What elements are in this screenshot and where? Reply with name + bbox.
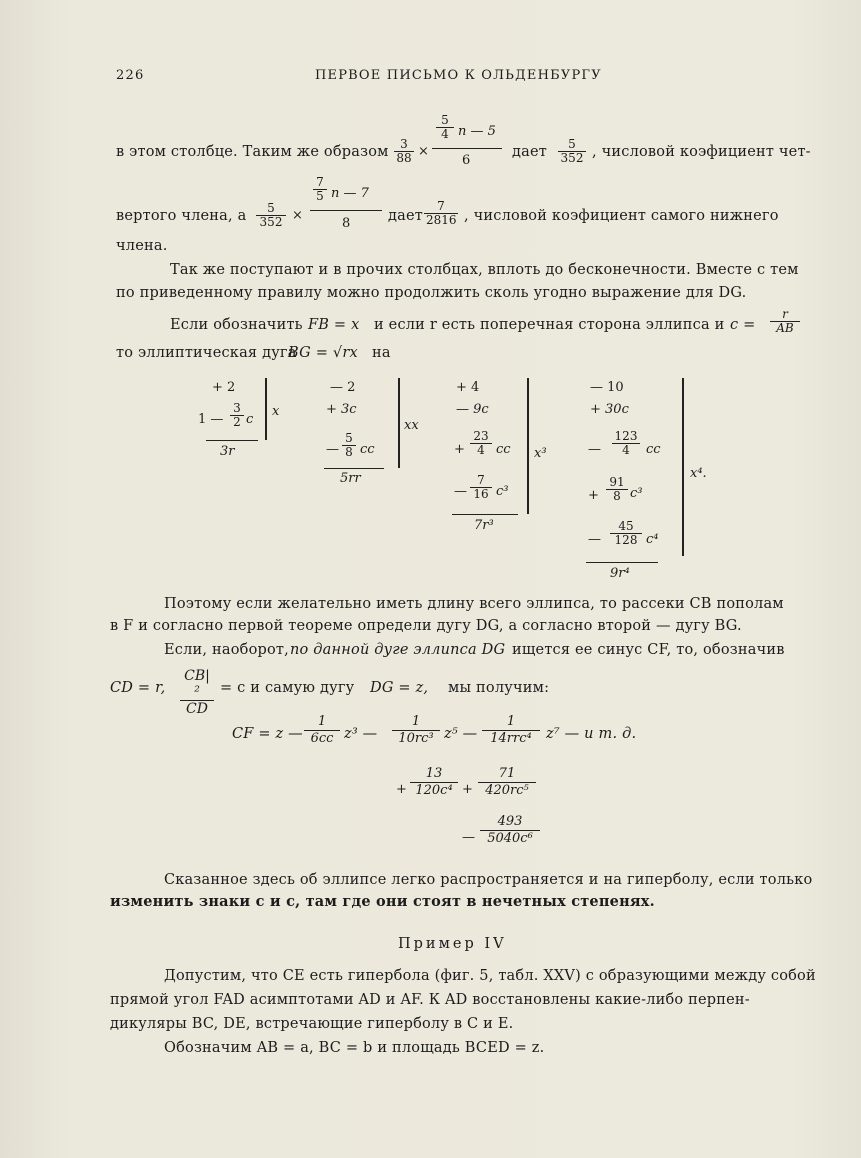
c1-r3: 3r: [220, 444, 235, 459]
c2-r4: 5rr: [340, 471, 361, 486]
c1-r1: + 2: [212, 380, 236, 395]
plus-1: +: [396, 782, 407, 797]
line3-text: члена.: [116, 238, 168, 254]
def-c: c =: [730, 317, 756, 333]
eq2-denominator: 8: [342, 216, 351, 231]
eq3-dg: DG = z,: [370, 680, 429, 696]
c1-x: x: [272, 404, 280, 419]
c2-r2: + 3c: [326, 402, 357, 417]
arc-text-b: на: [372, 345, 391, 361]
eq3-fraction: $\frac{\text{CB|²}}{CD}$: [180, 668, 214, 717]
para3-b: по данной дуге эллипса DG: [290, 642, 506, 658]
c4-minus-1: —: [588, 442, 601, 457]
para6: Обозначим AB = a, BC = b и площадь BCED = z.: [164, 1040, 545, 1056]
para3-c: ищется ее синус CF, то, обозначив: [512, 642, 785, 658]
c2-r3e: cc: [360, 442, 375, 457]
minus-6: —: [462, 830, 475, 845]
c2-r3-fraction: $\frac{5}{8}$: [342, 432, 356, 459]
para1-line2: по приведенному правилу можно продолжить сколь угодно выражение для DG.: [116, 285, 747, 301]
c3-bracket: [527, 378, 529, 514]
c4-r3-fraction: $\frac{123}{4}$: [612, 430, 640, 457]
times-sign-2: ×: [292, 208, 303, 223]
c4-r4-fraction: $\frac{91}{8}$: [606, 476, 628, 503]
c1-r2-fraction: $\frac{3}{2}$: [230, 402, 244, 429]
series-t3e: z⁷ — и т. д.: [546, 726, 637, 742]
c2-minus: —: [326, 442, 339, 457]
para3-a: Если, наоборот,: [164, 642, 289, 658]
plus-2: +: [462, 782, 473, 797]
eq1-denominator: 6: [462, 153, 471, 168]
eq1-main-bar: [432, 148, 502, 149]
times-sign: ×: [418, 144, 429, 159]
c3-r4e: c³: [496, 484, 509, 499]
c4-bracket: [682, 378, 684, 556]
c3-r2: — 9c: [456, 402, 489, 417]
c3-r3-fraction: $\frac{23}{4}$: [470, 430, 492, 457]
c2-r1: — 2: [330, 380, 356, 395]
para2-line1: Поэтому если желательно иметь длину всего эллипса, то рассеки CB пополам: [164, 596, 784, 612]
c2-bracket: [398, 378, 400, 468]
c1-sum-bar: [206, 440, 258, 441]
page-number: 226: [116, 68, 145, 83]
eq3-end: мы получим:: [448, 680, 550, 696]
series-t3: 1 14rrc⁴: [482, 714, 540, 747]
series-t1: $\frac{1}{6cc}$: [304, 714, 340, 747]
c4-r4e: c³: [630, 486, 643, 501]
c3-plus: +: [454, 442, 465, 457]
line1-text-a: в этом столбце. Таким же образом: [116, 144, 389, 160]
def-text-a: Если обозначить: [170, 317, 303, 333]
c3-r4-fraction: $\frac{7}{16}$: [470, 474, 492, 501]
c1-r2a: 1 —: [198, 412, 224, 427]
eq1-top-rest: n — 5: [458, 124, 496, 139]
def-fraction: $\frac{r}{AB}$: [770, 308, 800, 335]
series-t4: $\frac{13}{\text{120c⁴}}$: [410, 766, 458, 799]
para5-line1: Допустим, что CE есть гипербола (фиг. 5, табл. XXV) с образующими между собой: [164, 968, 816, 984]
eq1-top-fraction: $\frac{5}{4}$: [436, 114, 454, 141]
eq3-lhs: CD = r,: [110, 680, 166, 696]
c1-r2e: c: [246, 412, 254, 427]
arc-text-a: то эллиптическая дуга: [116, 345, 297, 361]
series-lhs: CF = z —: [232, 726, 303, 742]
c3-x: x³: [534, 446, 547, 461]
line1-text-c: , числовой коэфициент чет-: [592, 144, 811, 160]
c2-x: xx: [404, 418, 419, 433]
line1-text-b: дает: [512, 144, 547, 160]
c4-r3e: cc: [646, 442, 661, 457]
para1-line1: Так же поступают и в прочих столбцах, вплоть до бесконечности. Вместе с тем: [170, 262, 799, 278]
example-title: Пример IV: [398, 936, 507, 952]
eq2-result-fraction: $\frac{7}{2816}$: [426, 199, 457, 227]
c4-r5-fraction: $\frac{45}{128}$: [610, 520, 642, 547]
series-t6: $\frac{493}{\text{5040c⁶}}$: [480, 814, 540, 847]
c1-bracket: [265, 378, 267, 440]
eq2-left-fraction: $\frac{5}{352}$: [256, 202, 286, 229]
c4-r6: 9r⁴: [610, 566, 630, 581]
c3-minus: —: [454, 484, 467, 499]
eq3-mid: = c и самую дугу: [220, 680, 355, 696]
eq1-result-fraction: $\frac{5}{352}$: [558, 138, 586, 165]
arc-bg: BG = √rx: [288, 345, 358, 361]
eq2-top-rest: n — 7: [331, 186, 369, 201]
eq2-top-fraction: $\frac{7}{5}$: [313, 176, 327, 203]
def-text-b: и если r есть поперечная сторона эллипса и: [374, 317, 725, 333]
para4-line2: изменить знаки c и c, там где они стоят в нечетных степенях.: [110, 893, 655, 910]
c3-r1: + 4: [456, 380, 480, 395]
para4-line1: Сказанное здесь об эллипсе легко распространяется и на гиперболу, если только: [164, 872, 813, 888]
c3-sum-bar: [452, 514, 518, 515]
c4-x: x⁴.: [690, 466, 707, 481]
c2-sum-bar: [324, 468, 384, 469]
c3-r3e: cc: [496, 442, 511, 457]
running-title: ПЕРВОЕ ПИСЬМО К ОЛЬДЕНБУРГУ: [315, 68, 602, 83]
para5-line2: прямой угол FAD асимптотами AD и AF. К AD восстановлены какие-либо перпен-: [110, 992, 750, 1008]
series-t2e: z⁵ —: [444, 726, 478, 742]
c4-minus-2: —: [588, 532, 601, 547]
series-t1e: z³ —: [344, 726, 378, 742]
c4-sum-bar: [586, 562, 658, 563]
series-t2: $\frac{1}{\text{10rc³}}$: [392, 714, 440, 747]
c3-r5: 7r³: [474, 518, 494, 533]
para5-line3: дикуляры BC, DE, встречающие гиперболу в C и E.: [110, 1016, 514, 1032]
def-fb: FB = x: [308, 317, 360, 333]
eq1-left-fraction: $\frac{3}{88}$: [394, 138, 414, 165]
series-t5: $\frac{71}{\text{420rc⁵}}$: [478, 766, 536, 799]
c4-r2: + 30c: [590, 402, 629, 417]
c4-r1: — 10: [590, 380, 624, 395]
para2-line2: в F и согласно первой теореме определи дугу DG, а согласно второй — дугу BG.: [110, 618, 742, 634]
c4-plus: +: [588, 488, 599, 503]
eq2-main-bar: [310, 210, 382, 211]
line2-text-b: дает: [388, 208, 423, 224]
c4-r5e: c⁴: [646, 532, 659, 547]
line2-text-c: , числовой коэфициент самого нижнего: [464, 208, 779, 224]
line2-text-a: вертого члена, а: [116, 208, 247, 224]
